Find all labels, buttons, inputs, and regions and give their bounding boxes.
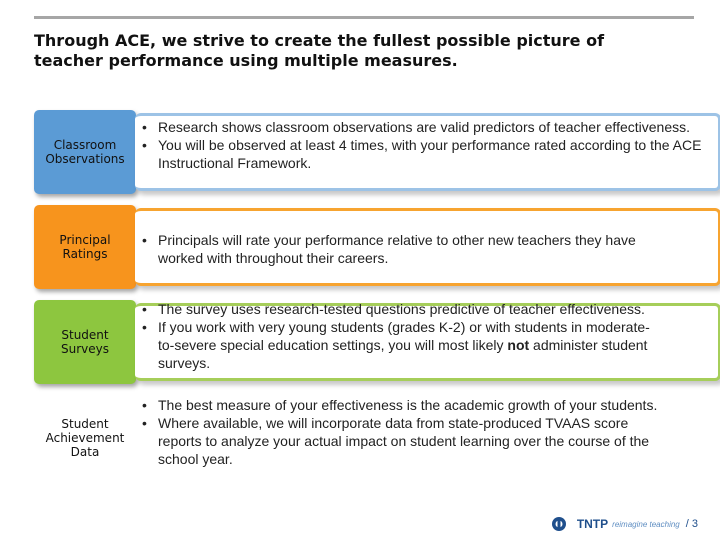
top-divider: [34, 16, 694, 19]
logo-tagline: reimagine teaching: [612, 519, 680, 529]
bullet-item: • The survey uses research-tested questions predictive of teacher effectiveness.: [142, 300, 662, 318]
measure-label: Student Surveys: [61, 328, 109, 356]
measure-bullets: [142, 396, 672, 468]
bullet-emphasis: not: [507, 337, 530, 353]
measure-label: Classroom Observations: [45, 138, 125, 166]
bullet-text: If you work with very young students (grades K-2) or with students in moderate-to-severe special education settings, you will most likely: [158, 319, 650, 353]
bullet-item: • The best measure of your effectiveness is the academic growth of your students.: [142, 396, 672, 414]
page-number: / 3: [685, 518, 698, 530]
tntp-logo-icon: [551, 516, 573, 532]
bullet-item: • Research shows classroom observations are valid predictors of teacher effectiveness.: [142, 118, 717, 136]
measure-label-box: [34, 110, 136, 194]
measure-label: Student Achievement Data: [45, 417, 125, 459]
measure-label-box: [34, 300, 136, 384]
slide-title: Through ACE, we strive to create the fullest possible picture of teacher performance using multiple measures.: [34, 31, 605, 70]
bullet-item: • Principals will rate your performance relative to other new teachers they have worked with throughout their careers.: [142, 231, 672, 267]
measure-label-box: [34, 396, 136, 480]
bullet-item: • Where available, we will incorporate data from state-produced TVAAS score reports to analyze your actual impact on student learning over the course of the school year.: [142, 414, 672, 468]
measure-bullets: [142, 231, 672, 267]
measure-bullets: [142, 300, 662, 372]
bullet-item: • You will be observed at least 4 times, with your performance rated according to the ACE Instructional Framework.: [142, 136, 717, 172]
bullet-text-tail: administer student surveys.: [158, 337, 648, 371]
measure-bullets: [142, 118, 717, 172]
measure-label-box: [34, 205, 136, 289]
measure-label: Principal Ratings: [59, 233, 111, 261]
footer: [551, 516, 698, 532]
logo-text: TNTP: [576, 517, 609, 531]
bullet-item: [142, 318, 662, 372]
